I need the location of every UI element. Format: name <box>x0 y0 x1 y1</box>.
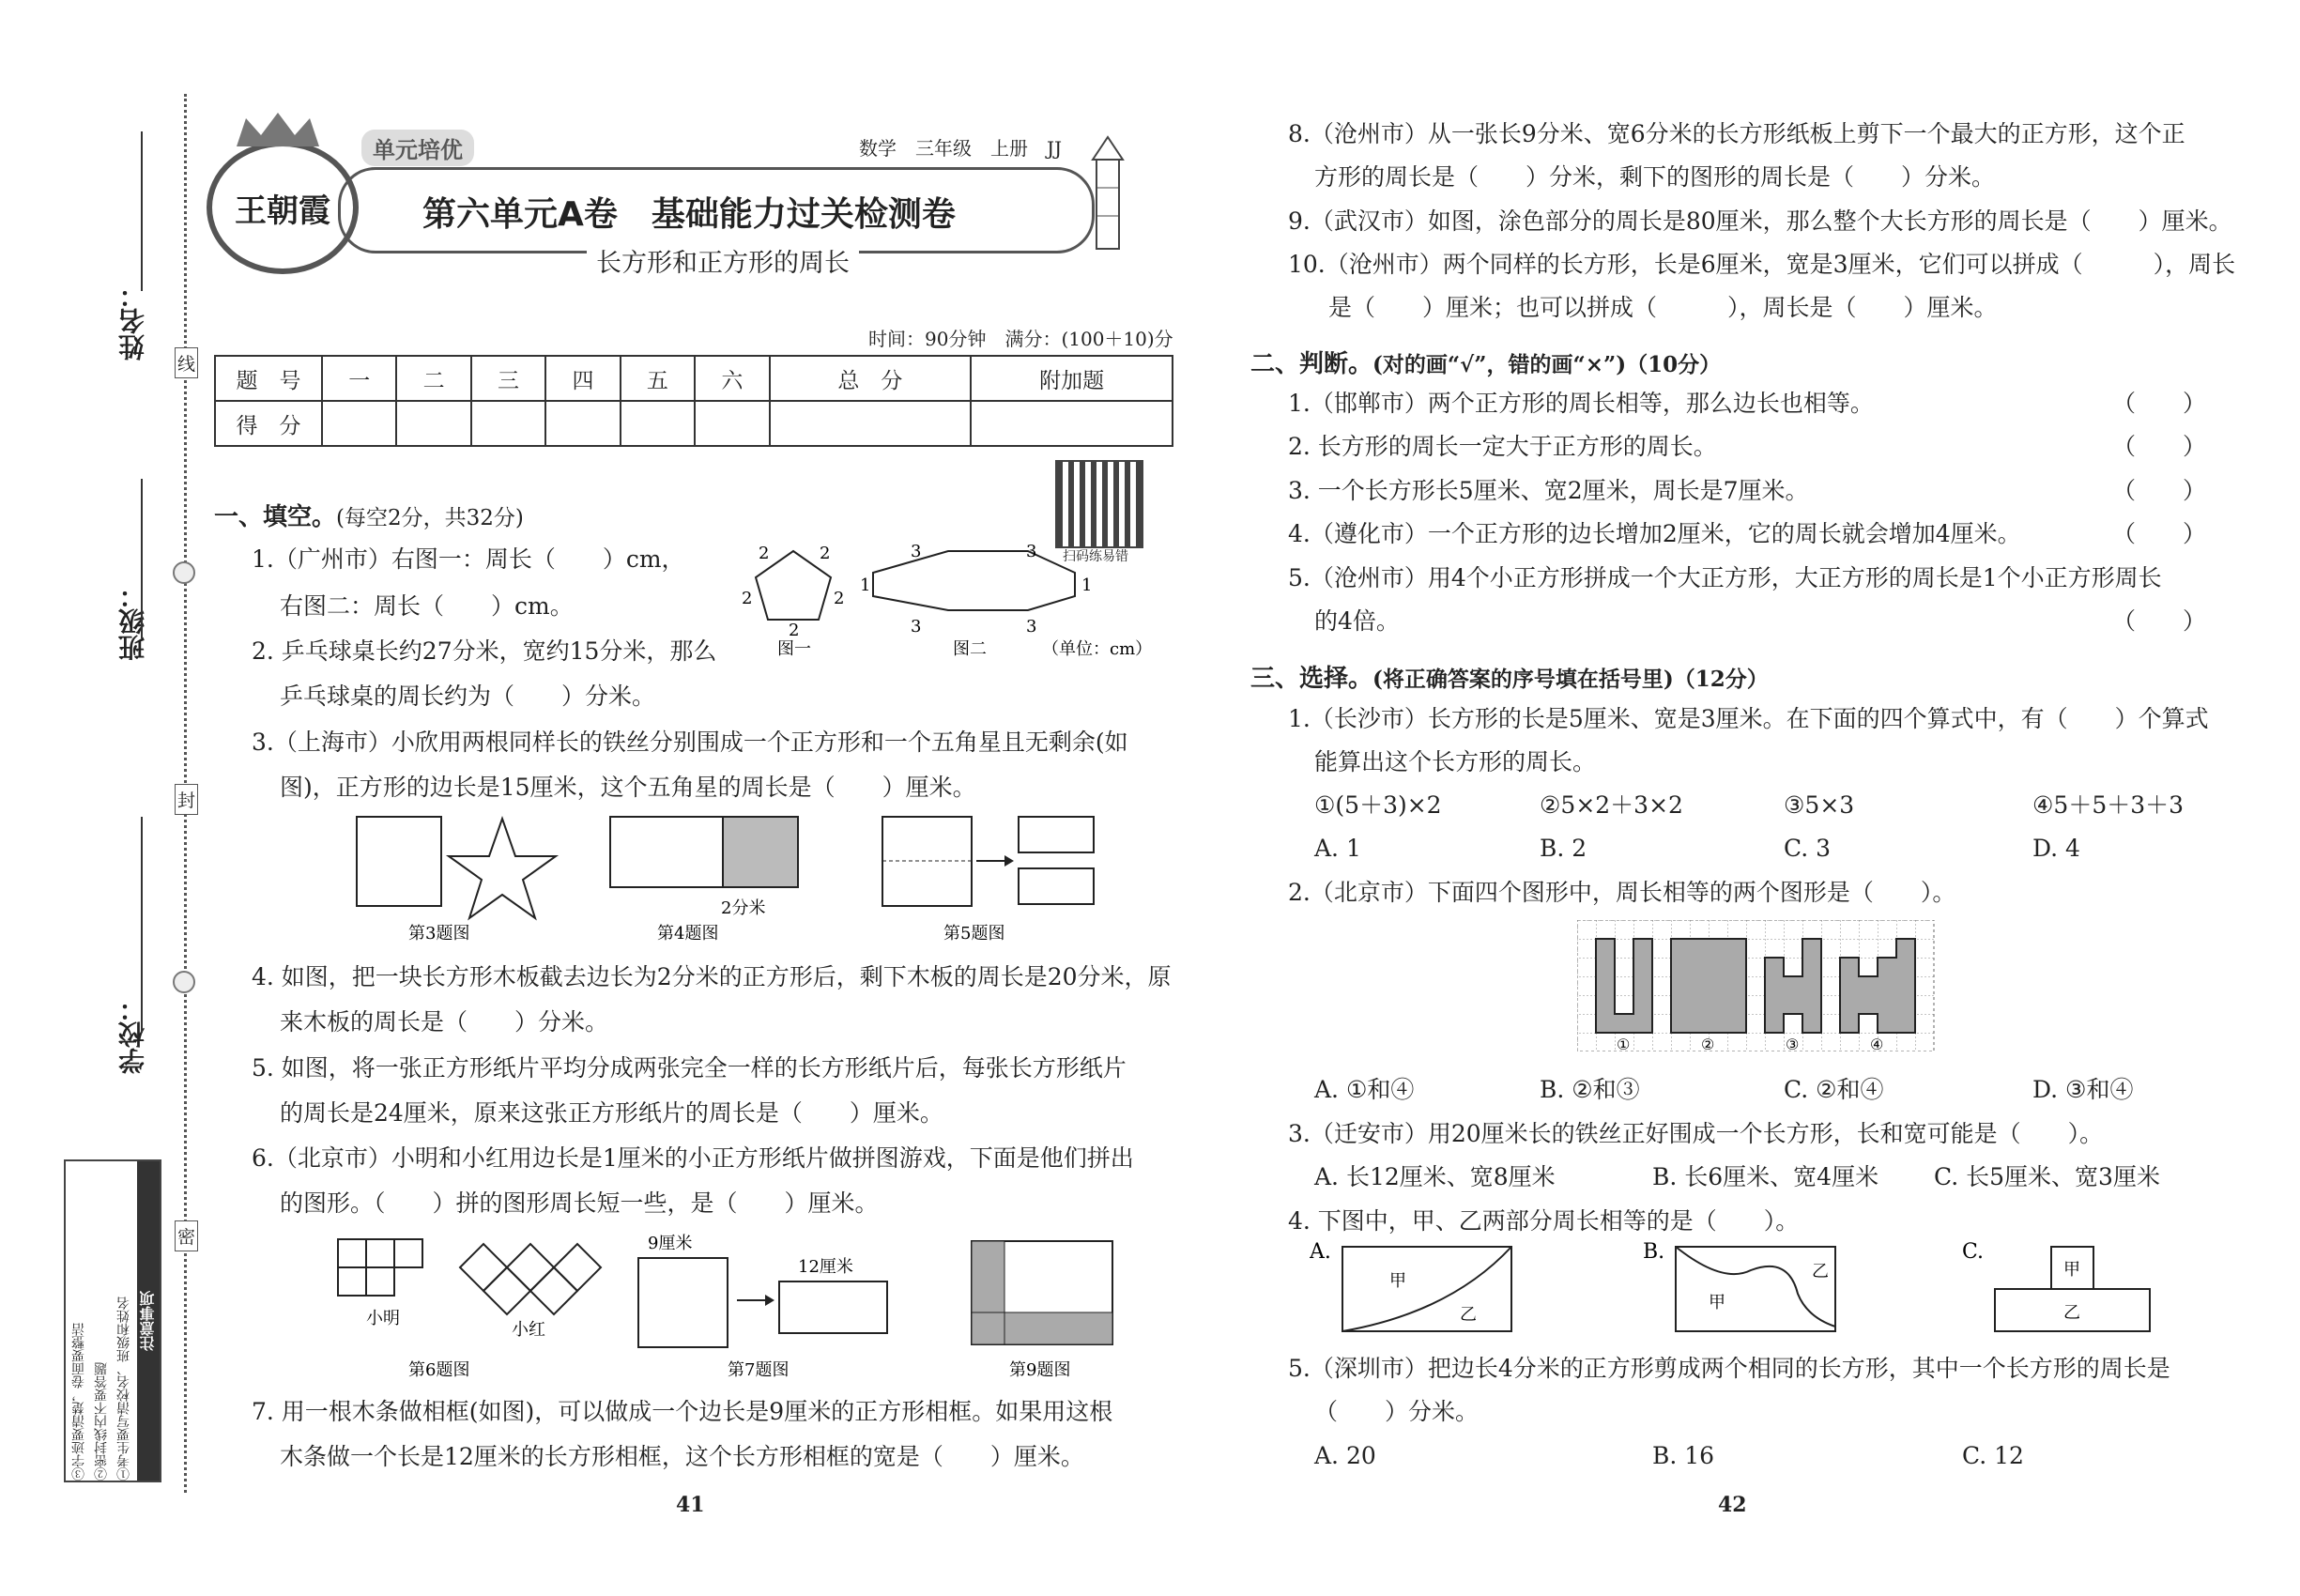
cut-square-shape <box>723 817 798 887</box>
score-cell: 总 分 <box>770 356 972 401</box>
score-cell: 得 分 <box>215 401 322 446</box>
jia-label: 甲 <box>1709 1293 1725 1312</box>
shaded-part-shape <box>972 1241 1004 1344</box>
score-cell: 二 <box>396 356 470 401</box>
score-input[interactable] <box>971 401 1173 446</box>
figures-3-4-5 <box>338 807 1117 948</box>
choice-1-line2: 能算出这个长方形的周长。 <box>1314 748 1597 775</box>
xiaoming-shape <box>338 1239 422 1296</box>
formula: ①(5＋3)×2 <box>1314 791 1442 819</box>
hexagon-side-label: 1 <box>860 575 871 595</box>
q5-line2: 的周长是24厘米，原来这张正方形纸片的周长是（ ）厘米。 <box>280 1099 943 1127</box>
half-rect-shape <box>1019 817 1094 852</box>
choice-4-line: 4. 下图中，甲、乙两部分周长相等的是（ ）。 <box>1288 1207 1800 1235</box>
option[interactable]: A. 20 <box>1314 1442 1376 1469</box>
option[interactable]: B. ②和③ <box>1540 1076 1640 1103</box>
name-field[interactable] <box>141 131 143 291</box>
jia-label: 甲 <box>2063 1260 2080 1280</box>
cut-mark-mi: 密 <box>175 1220 198 1251</box>
option[interactable]: C. 12 <box>1962 1442 2024 1469</box>
hexagon-shape <box>873 551 1075 610</box>
pentagon-side-label: 2 <box>742 589 753 608</box>
logo <box>207 141 359 274</box>
score-cell: 五 <box>621 356 695 401</box>
punch-hole-icon <box>173 971 195 993</box>
star-shape <box>449 819 556 918</box>
square-shape <box>357 817 441 906</box>
xiaohong-label: 小红 <box>512 1320 545 1340</box>
yi-label: 乙 <box>1812 1262 1829 1281</box>
option[interactable]: C. ②和④ <box>1784 1076 1884 1103</box>
section-2-title <box>1250 345 1721 379</box>
class-label: 班级： <box>117 582 148 661</box>
score-cell: 三 <box>471 356 545 401</box>
judge-bracket[interactable]: （ ） <box>2112 607 2207 635</box>
cut-mark-xian: 线 <box>175 347 198 378</box>
choice-4-figures <box>1310 1237 2154 1341</box>
hexagon-side-label: 3 <box>911 617 922 637</box>
score-cell: 一 <box>322 356 396 401</box>
class-field[interactable] <box>141 479 143 638</box>
q5-line1: 5. 如图，将一张正方形纸片平均分成两张完全一样的长方形纸片后，每张长方形纸片 <box>252 1054 1127 1082</box>
arrow-head-icon <box>765 1295 774 1306</box>
q4-line2: 来木板的周长是（ ）分米。 <box>280 1008 609 1036</box>
choice-2-line: 2.（北京市）下面四个图形中，周长相等的两个图形是（ ）。 <box>1288 879 1956 906</box>
notice-title: 注意事项 <box>137 1161 160 1481</box>
frame-square-shape <box>638 1258 728 1347</box>
option-a-curve <box>1342 1247 1511 1331</box>
arrow-head-icon <box>1004 855 1014 867</box>
judge-bracket[interactable]: （ ） <box>2112 390 2207 417</box>
formula: ③5×3 <box>1784 791 1855 819</box>
judge-bracket[interactable]: （ ） <box>2112 477 2207 504</box>
score-input[interactable] <box>396 401 470 446</box>
option[interactable]: B. 长6厘米、宽4厘米 <box>1652 1163 1879 1190</box>
header-badge: 单元培优 <box>361 130 474 166</box>
binding-margin <box>0 0 196 1596</box>
q10-line1: 10.（沧州市）两个同样的长方形，长是6厘米，宽是3厘米，它们可以拼成（ ），周长 <box>1288 251 2236 278</box>
section-1-note: (每空2分，共32分) <box>336 506 524 530</box>
option[interactable]: C. 3 <box>1784 835 1832 862</box>
figure-6-caption: 第6题图 <box>408 1360 470 1380</box>
option-letter: B. <box>1643 1240 1665 1264</box>
judge-2: 2. 长方形的周长一定大于正方形的周长。 <box>1288 433 1717 460</box>
frame-rect-shape <box>779 1281 887 1333</box>
section-2-note: (对的画“√”，错的画“×”)（10分） <box>1372 352 1722 377</box>
notice-box <box>64 1159 161 1482</box>
figure-7-label-2: 12厘米 <box>798 1257 853 1277</box>
figure-7-caption: 第7题图 <box>728 1360 790 1380</box>
option[interactable]: B. 16 <box>1652 1442 1715 1469</box>
unit-caption: （单位：cm） <box>1042 639 1153 659</box>
option-letter: C. <box>1962 1240 1985 1264</box>
page-subtitle: 长方形和正方形的周长 <box>587 242 859 279</box>
figure-5-caption: 第5题图 <box>943 924 1005 944</box>
choice-5-line1: 5.（深圳市）把边长4分米的正方形剪成两个相同的长方形，其中一个长方形的周长是 <box>1288 1355 2170 1382</box>
qr-label: 扫码练易错 <box>1063 549 1128 564</box>
figure-4-caption: 第4题图 <box>657 924 719 944</box>
option[interactable]: A. ①和④ <box>1314 1076 1415 1103</box>
notice-item: ①考生要写清校名、班级和姓名 <box>116 1297 131 1481</box>
q8-line2: 方形的周长是（ ）分米，剩下的图形的周长是（ ）分米。 <box>1314 163 1996 191</box>
score-input[interactable] <box>695 401 769 446</box>
judge-bracket[interactable]: （ ） <box>2112 520 2207 547</box>
yi-label: 乙 <box>2063 1303 2080 1323</box>
name-label: 姓名： <box>117 282 148 361</box>
pentagon-side-label: 2 <box>820 544 831 563</box>
yi-label: 乙 <box>1460 1305 1477 1325</box>
figure-4-label: 2分米 <box>721 898 766 918</box>
option[interactable]: B. 2 <box>1540 835 1587 862</box>
q8-line1: 8.（沧州市）从一张长9分米、宽6分米的长方形纸板上剪下一个最大的正方形，这个正 <box>1288 120 2185 147</box>
score-cell: 六 <box>695 356 769 401</box>
hexagon-side-label: 3 <box>911 542 922 561</box>
school-label: 学校： <box>117 995 148 1074</box>
score-input[interactable] <box>770 401 972 446</box>
section-3-note: (将正确答案的序号填在括号里)（12分） <box>1372 667 1769 692</box>
q2-line1: 2. 乒乓球桌长约27分米，宽约15分米，那么 <box>252 637 717 665</box>
q1-line2: 右图二：周长（ ）cm。 <box>280 592 574 620</box>
lighthouse-icon <box>1080 131 1136 253</box>
q6-line1: 6.（北京市）小明和小红用边长是1厘米的小正方形纸片做拼图游戏，下面是他们拼出 <box>252 1144 1134 1172</box>
score-table <box>214 355 1173 447</box>
q4-line1: 4. 如图，把一块长方形木板截去边长为2分米的正方形后，剩下木板的周长是20分米，原 <box>252 963 1172 990</box>
q7-line2: 木条做一个长是12厘米的长方形相框，这个长方形相框的宽是（ ）厘米。 <box>280 1443 1084 1470</box>
page-number-right: 42 <box>1718 1493 1747 1517</box>
option[interactable]: D. 4 <box>2032 835 2080 862</box>
score-input[interactable] <box>545 401 620 446</box>
option-letter: A. <box>1310 1240 1331 1264</box>
cut-mark-feng: 封 <box>175 784 198 815</box>
choice-1-line1: 1.（长沙市）长方形的长是5厘米、宽是3厘米。在下面的四个算式中，有（ ）个算式 <box>1288 705 2209 732</box>
section-3-label: 三、选择。 <box>1250 665 1373 693</box>
score-cell: 附加题 <box>971 356 1173 401</box>
page-title: 第六单元A卷 基础能力过关检测卷 <box>422 195 956 234</box>
option-b-curve <box>1676 1247 1835 1327</box>
judge-bracket[interactable]: （ ） <box>2112 433 2207 460</box>
figure-2-caption: 图二 <box>953 639 987 659</box>
q3-line1: 3.（上海市）小欣用两根同样长的铁丝分别围成一个正方形和一个五角星且无剩余(如 <box>252 729 1128 756</box>
q7-line1: 7. 用一根木条做相框(如图)，可以做成一个边长是9厘米的正方形相框。如果用这根 <box>252 1398 1113 1425</box>
grid-shape-2 <box>1671 939 1746 1033</box>
score-input[interactable] <box>621 401 695 446</box>
choice-2-grid-figure <box>1577 920 1943 1051</box>
section-1-title <box>214 498 524 532</box>
judge-1: 1.（邯郸市）两个正方形的周长相等，那么边长也相等。 <box>1288 390 1874 417</box>
shaded-part-shape <box>1004 1312 1112 1344</box>
xiaoming-label: 小明 <box>366 1309 400 1328</box>
section-3-title <box>1250 659 1769 694</box>
figure-7-label-1: 9厘米 <box>648 1234 693 1253</box>
score-cell: 四 <box>545 356 620 401</box>
section-1-label: 一、填空。 <box>214 503 337 531</box>
score-row-scores <box>215 401 1173 446</box>
q6-line2: 的图形。（ ）拼的图形周长短一些，是（ ）厘米。 <box>280 1189 879 1217</box>
q3-line2: 图)，正方形的边长是15厘米，这个五角星的周长是（ ）厘米。 <box>280 774 976 801</box>
grid-label: ① <box>1617 1036 1631 1051</box>
pentagon-side-label: 2 <box>789 621 800 640</box>
section-2-label: 二、判断。 <box>1250 350 1373 378</box>
hexagon-side-label: 1 <box>1081 575 1093 595</box>
option[interactable]: A. 长12厘米、宽8厘米 <box>1314 1163 1556 1190</box>
option[interactable]: D. ③和④ <box>2032 1076 2134 1103</box>
xiaohong-shape <box>460 1244 601 1314</box>
judge-5-line1: 5.（沧州市）用4个小正方形拼成一个大正方形，大正方形的周长是1个小正方形周长 <box>1288 564 2162 591</box>
school-field[interactable] <box>141 817 143 1033</box>
grid-label: ④ <box>1870 1036 1884 1051</box>
q2-line2: 乒乓球桌的周长约为（ ）分米。 <box>280 683 656 710</box>
choice-3-line: 3.（迁安市）用20厘米长的铁丝正好围成一个长方形，长和宽可能是（ ）。 <box>1288 1120 2104 1147</box>
score-input[interactable] <box>322 401 396 446</box>
half-rect-shape <box>1019 868 1094 904</box>
crown-icon <box>233 111 323 148</box>
option-b-rect <box>1676 1247 1835 1331</box>
option[interactable]: A. 1 <box>1314 835 1361 862</box>
score-cell: 题 号 <box>215 356 322 401</box>
formula: ②5×2＋3×2 <box>1540 791 1683 819</box>
grid-label: ② <box>1701 1036 1715 1051</box>
page-number-left: 41 <box>676 1493 705 1517</box>
q1-line1: 1.（广州市）右图一：周长（ ）cm， <box>252 545 685 573</box>
judge-3: 3. 一个长方形长5厘米、宽2厘米，周长是7厘米。 <box>1288 477 1809 504</box>
hexagon-side-label: 3 <box>1026 617 1037 637</box>
choice-5-line2: （ ）分米。 <box>1314 1398 1480 1425</box>
header-meta: 数学 三年级 上册 JJ <box>859 137 1063 160</box>
figure-9-caption: 第9题图 <box>1009 1360 1071 1380</box>
logo-text: 王朝霞 <box>235 192 330 230</box>
figures-6-7-9 <box>329 1230 1127 1385</box>
option[interactable]: C. 长5厘米、宽3厘米 <box>1934 1163 2160 1190</box>
figure-1-caption: 图一 <box>777 639 811 659</box>
option-a-rect <box>1342 1247 1511 1331</box>
score-input[interactable] <box>471 401 545 446</box>
time-score: 时间：90分钟 满分：(100＋10)分 <box>868 328 1173 350</box>
punch-hole-icon <box>173 561 195 584</box>
notice-item: ③字迹要清楚，卷面要整洁 <box>71 1323 86 1481</box>
jia-label: 甲 <box>1389 1271 1406 1291</box>
judge-5-line2: 的4倍。 <box>1314 607 1400 635</box>
pentagon-side-label: 2 <box>759 544 770 563</box>
figure-3-caption: 第3题图 <box>408 924 470 944</box>
q10-line2: 是（ ）厘米；也可以拼成（ ），周长是（ ）厘米。 <box>1328 294 1998 321</box>
figure-1-2 <box>742 530 1164 667</box>
q9-line: 9.（武汉市）如图，涂色部分的周长是80厘米，那么整个大长方形的周长是（ ）厘米。 <box>1288 207 2232 235</box>
formula: ④5＋5＋3＋3 <box>2032 791 2185 819</box>
pentagon-side-label: 2 <box>834 589 845 608</box>
notice-item: ②密封线内不要答题 <box>94 1362 109 1481</box>
score-row-header <box>215 356 1173 401</box>
judge-4: 4.（遵化市）一个正方形的边长增加2厘米，它的周长就会增加4厘米。 <box>1288 520 2021 547</box>
hexagon-side-label: 3 <box>1026 542 1037 561</box>
grid-label: ③ <box>1786 1036 1800 1051</box>
